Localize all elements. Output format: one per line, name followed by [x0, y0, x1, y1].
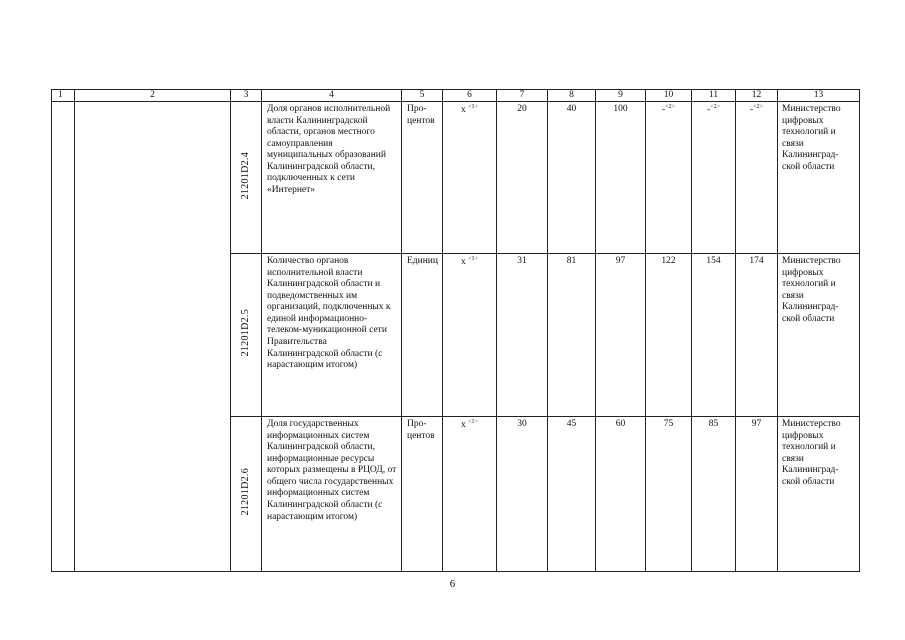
- base-footnote: <1>: [468, 104, 478, 110]
- footnote-col-10: <2>: [665, 104, 675, 110]
- value-col-10-cell: [646, 102, 692, 254]
- page-number: 6: [449, 578, 456, 590]
- indicator-code-cell: [231, 417, 262, 572]
- header-col-13: 13: [778, 90, 860, 102]
- indicator-unit: Про-центов: [402, 417, 443, 572]
- base-value-cell: [443, 102, 497, 254]
- value-col-7: 31: [497, 254, 548, 417]
- value-col-12-cell: [736, 102, 778, 254]
- base-value: x: [461, 105, 466, 115]
- base-value: x: [461, 257, 466, 267]
- value-col-10: 122: [646, 254, 692, 417]
- base-value-cell: [443, 417, 497, 572]
- header-col-10: 10: [646, 90, 692, 102]
- column-number-header-row: [52, 90, 860, 102]
- value-col-11: -: [707, 105, 711, 115]
- indicator-unit: Единиц: [402, 254, 443, 417]
- value-col-8: 40: [548, 102, 596, 254]
- indicator-name: Доля государственных информационных систем Калининградской области, информационные ресурсы которых размещены в РЦОД, от общего числа государственных информационных систем Калининградской области (с нарастающим итогом): [262, 417, 402, 572]
- header-col-11: 11: [692, 90, 736, 102]
- value-col-7: 30: [497, 417, 548, 572]
- value-col-11: 85: [692, 417, 736, 572]
- value-col-11-cell: [692, 102, 736, 254]
- header-col-12: 12: [736, 90, 778, 102]
- base-footnote: <1>: [468, 256, 478, 262]
- indicator-name: Количество органов исполнительной власти Калининградской области и подведомственных им организаций, подключенных к единой информационно-телеком-муникационной сети Правительства Калининградской области (с нарастающим итогом): [262, 254, 402, 417]
- value-col-8: 45: [548, 417, 596, 572]
- value-col-12: 174: [736, 254, 778, 417]
- merged-empty-cell-col-1: [52, 102, 75, 572]
- value-col-9: 97: [596, 254, 646, 417]
- value-col-7: 20: [497, 102, 548, 254]
- header-col-5: 5: [402, 90, 443, 102]
- base-value: x: [461, 420, 466, 430]
- value-col-10: 75: [646, 417, 692, 572]
- footnote-col-11: <2>: [710, 104, 720, 110]
- indicators-table: [51, 89, 860, 572]
- header-col-6: 6: [443, 90, 497, 102]
- value-col-12: -: [750, 105, 754, 115]
- indicator-code: 21201D2.5: [239, 309, 251, 357]
- table-row: [52, 102, 860, 254]
- header-col-1: 1: [52, 90, 75, 102]
- value-col-8: 81: [548, 254, 596, 417]
- value-col-10: -: [662, 105, 666, 115]
- indicator-code-cell: [231, 254, 262, 417]
- header-col-8: 8: [548, 90, 596, 102]
- base-value-cell: [443, 254, 497, 417]
- indicator-code-cell: [231, 102, 262, 254]
- header-col-9: 9: [596, 90, 646, 102]
- indicator-name: Доля органов исполнительной власти Калининградской области, органов местного самоуправления муниципальных образований Калининградской области, подключенных к сети «Интернет»: [262, 102, 402, 254]
- header-col-3: 3: [231, 90, 262, 102]
- indicator-code: 21201D2.4: [239, 151, 251, 199]
- indicator-unit: Про-центов: [402, 102, 443, 254]
- value-col-12: 97: [736, 417, 778, 572]
- merged-empty-cell-col-2: [75, 102, 231, 572]
- header-col-2: 2: [75, 90, 231, 102]
- base-footnote: <1>: [468, 419, 478, 425]
- responsible-executor: Министерство цифровых технологий и связи Калининград-ской области: [778, 102, 860, 254]
- value-col-9: 60: [596, 417, 646, 572]
- responsible-executor: Министерство цифровых технологий и связи Калининград-ской области: [778, 254, 860, 417]
- header-col-4: 4: [262, 90, 402, 102]
- value-col-11: 154: [692, 254, 736, 417]
- footnote-col-12: <2>: [753, 104, 763, 110]
- header-col-7: 7: [497, 90, 548, 102]
- value-col-9: 100: [596, 102, 646, 254]
- responsible-executor: Министерство цифровых технологий и связи Калининград-ской области: [778, 417, 860, 572]
- indicator-code: 21201D2.6: [239, 468, 251, 516]
